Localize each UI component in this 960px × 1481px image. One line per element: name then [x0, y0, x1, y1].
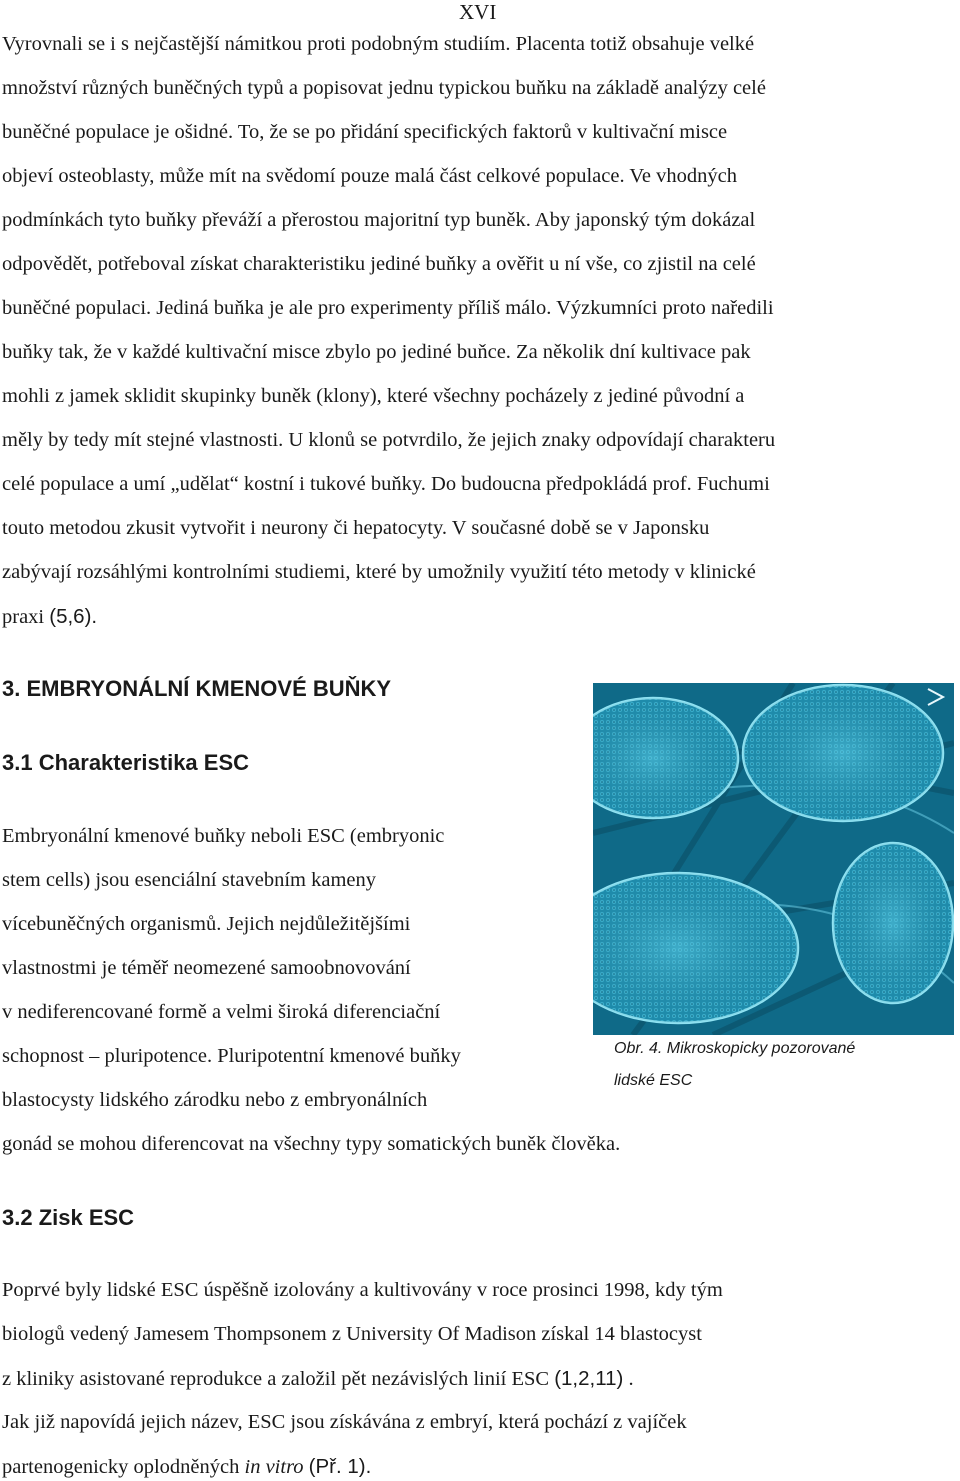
section-heading-3-1: 3.1 Charakteristika ESC — [2, 750, 250, 775]
paragraph-line: Poprvé byly lidské ESC úspěšně izolovány a kultivovány v roce prosinci 1998, kdy tým — [2, 1279, 723, 1301]
paragraph-line: celé populace a umí „udělat“ kostní i tukové buňky. Do budoucna předpokládá prof. Fuchumi — [2, 473, 770, 495]
esc-microscopy-image — [593, 683, 954, 1035]
paragraph-line: biologů vedený Jamesem Thompsonem z University Of Madison získal 14 blastocyst — [2, 1323, 702, 1345]
paragraph-line: Jak již napovídá jejich název, ESC jsou získávána z embryí, která pochází z vajíček — [2, 1411, 687, 1433]
paragraph-line: Vyrovnali se i s nejčastější námitkou proti podobným studiím. Placenta totiž obsahuje velké — [2, 33, 755, 55]
paragraph-line: gonád se mohou diferencovat na všechny typy somatických buněk člověka. — [2, 1133, 621, 1155]
paragraph-line: Embryonální kmenové buňky neboli ESC (embryonic — [2, 825, 445, 847]
paragraph-line: odpovědět, potřeboval získat charakteristiku jediné buňky a ověřit u ní vše, co zjistil na celé — [2, 253, 756, 275]
figure-caption: Obr. 4. Mikroskopicky pozorované — [614, 1040, 856, 1057]
paragraph-line — [2, 1455, 371, 1479]
figure-caption: lidské ESC — [614, 1072, 693, 1089]
citation: (5,6). — [49, 605, 98, 628]
section-heading-3: 3. EMBRYONÁLNÍ KMENOVÉ BUŇKY — [2, 676, 392, 701]
paragraph-line: vlastnostmi je téměř neomezené samoobnovování — [2, 957, 411, 979]
paragraph-line: v nediferencované formě a velmi široká diferenciační — [2, 1001, 441, 1023]
citation: (Př. 1). — [308, 1455, 372, 1478]
line-text: praxi — [2, 606, 50, 628]
paragraph-line: měly by tedy mít stejné vlastnosti. U klonů se potvrdilo, že jejich znaky odpovídají charakteru — [2, 429, 776, 451]
citation: (1,2,11) — [554, 1367, 624, 1390]
paragraph-line — [2, 1367, 634, 1391]
paragraph-line: množství různých buněčných typů a popisovat jednu typickou buňku na základě analýzy celé — [2, 77, 766, 99]
paragraph-line: buněčné populaci. Jediná buňka je ale pro experimenty příliš málo. Výzkumníci proto naředili — [2, 297, 774, 319]
paragraph-line: vícebuněčných organismů. Jejich nejdůležitějšími — [2, 913, 411, 935]
italic-term: in vitro — [244, 1456, 304, 1478]
paragraph-line: objeví osteoblasty, může mít na svědomí pouze malá část celkové populace. Ve vhodných — [2, 165, 737, 187]
paragraph-line: buňky tak, že v každé kultivační misce zbylo po jediné buňce. Za několik dní kultivace pak — [2, 341, 751, 363]
paragraph-line: blastocysty lidského zárodku nebo z embryonálních — [2, 1089, 428, 1111]
paragraph-line: mohli z jamek sklidit skupinky buněk (klony), které všechny pocházely z jediné původní a — [2, 385, 745, 407]
paragraph-line: stem cells) jsou esenciální stavebním kameny — [2, 869, 377, 891]
paragraph-line: schopnost – pluripotence. Pluripotentní kmenové buňky — [2, 1045, 461, 1067]
paragraph-line: buněčné populace je ošidné. To, že se po přidání specifických faktorů v kultivační misce — [2, 121, 728, 143]
line-tail: . — [623, 1368, 634, 1390]
paragraph-line: podmínkách tyto buňky převáží a přerostou majoritní typ buněk. Aby japonský tým dokázal — [2, 209, 756, 231]
page-number: XVI — [459, 0, 497, 24]
line-text: z kliniky asistované reprodukce a založil pět nezávislých linií ESC — [2, 1368, 555, 1390]
paragraph-line: touto metodou zkusit vytvořit i neurony či hepatocyty. V současné době se v Japonsku — [2, 517, 710, 539]
section-heading-3-2: 3.2 Zisk ESC — [2, 1205, 135, 1230]
paragraph-line — [2, 605, 97, 629]
line-text: partenogenicky oplodněných — [2, 1456, 245, 1478]
paragraph-line: zabývají rozsáhlými kontrolními studiemi, které by umožnily využití této metody v klinické — [2, 561, 756, 583]
